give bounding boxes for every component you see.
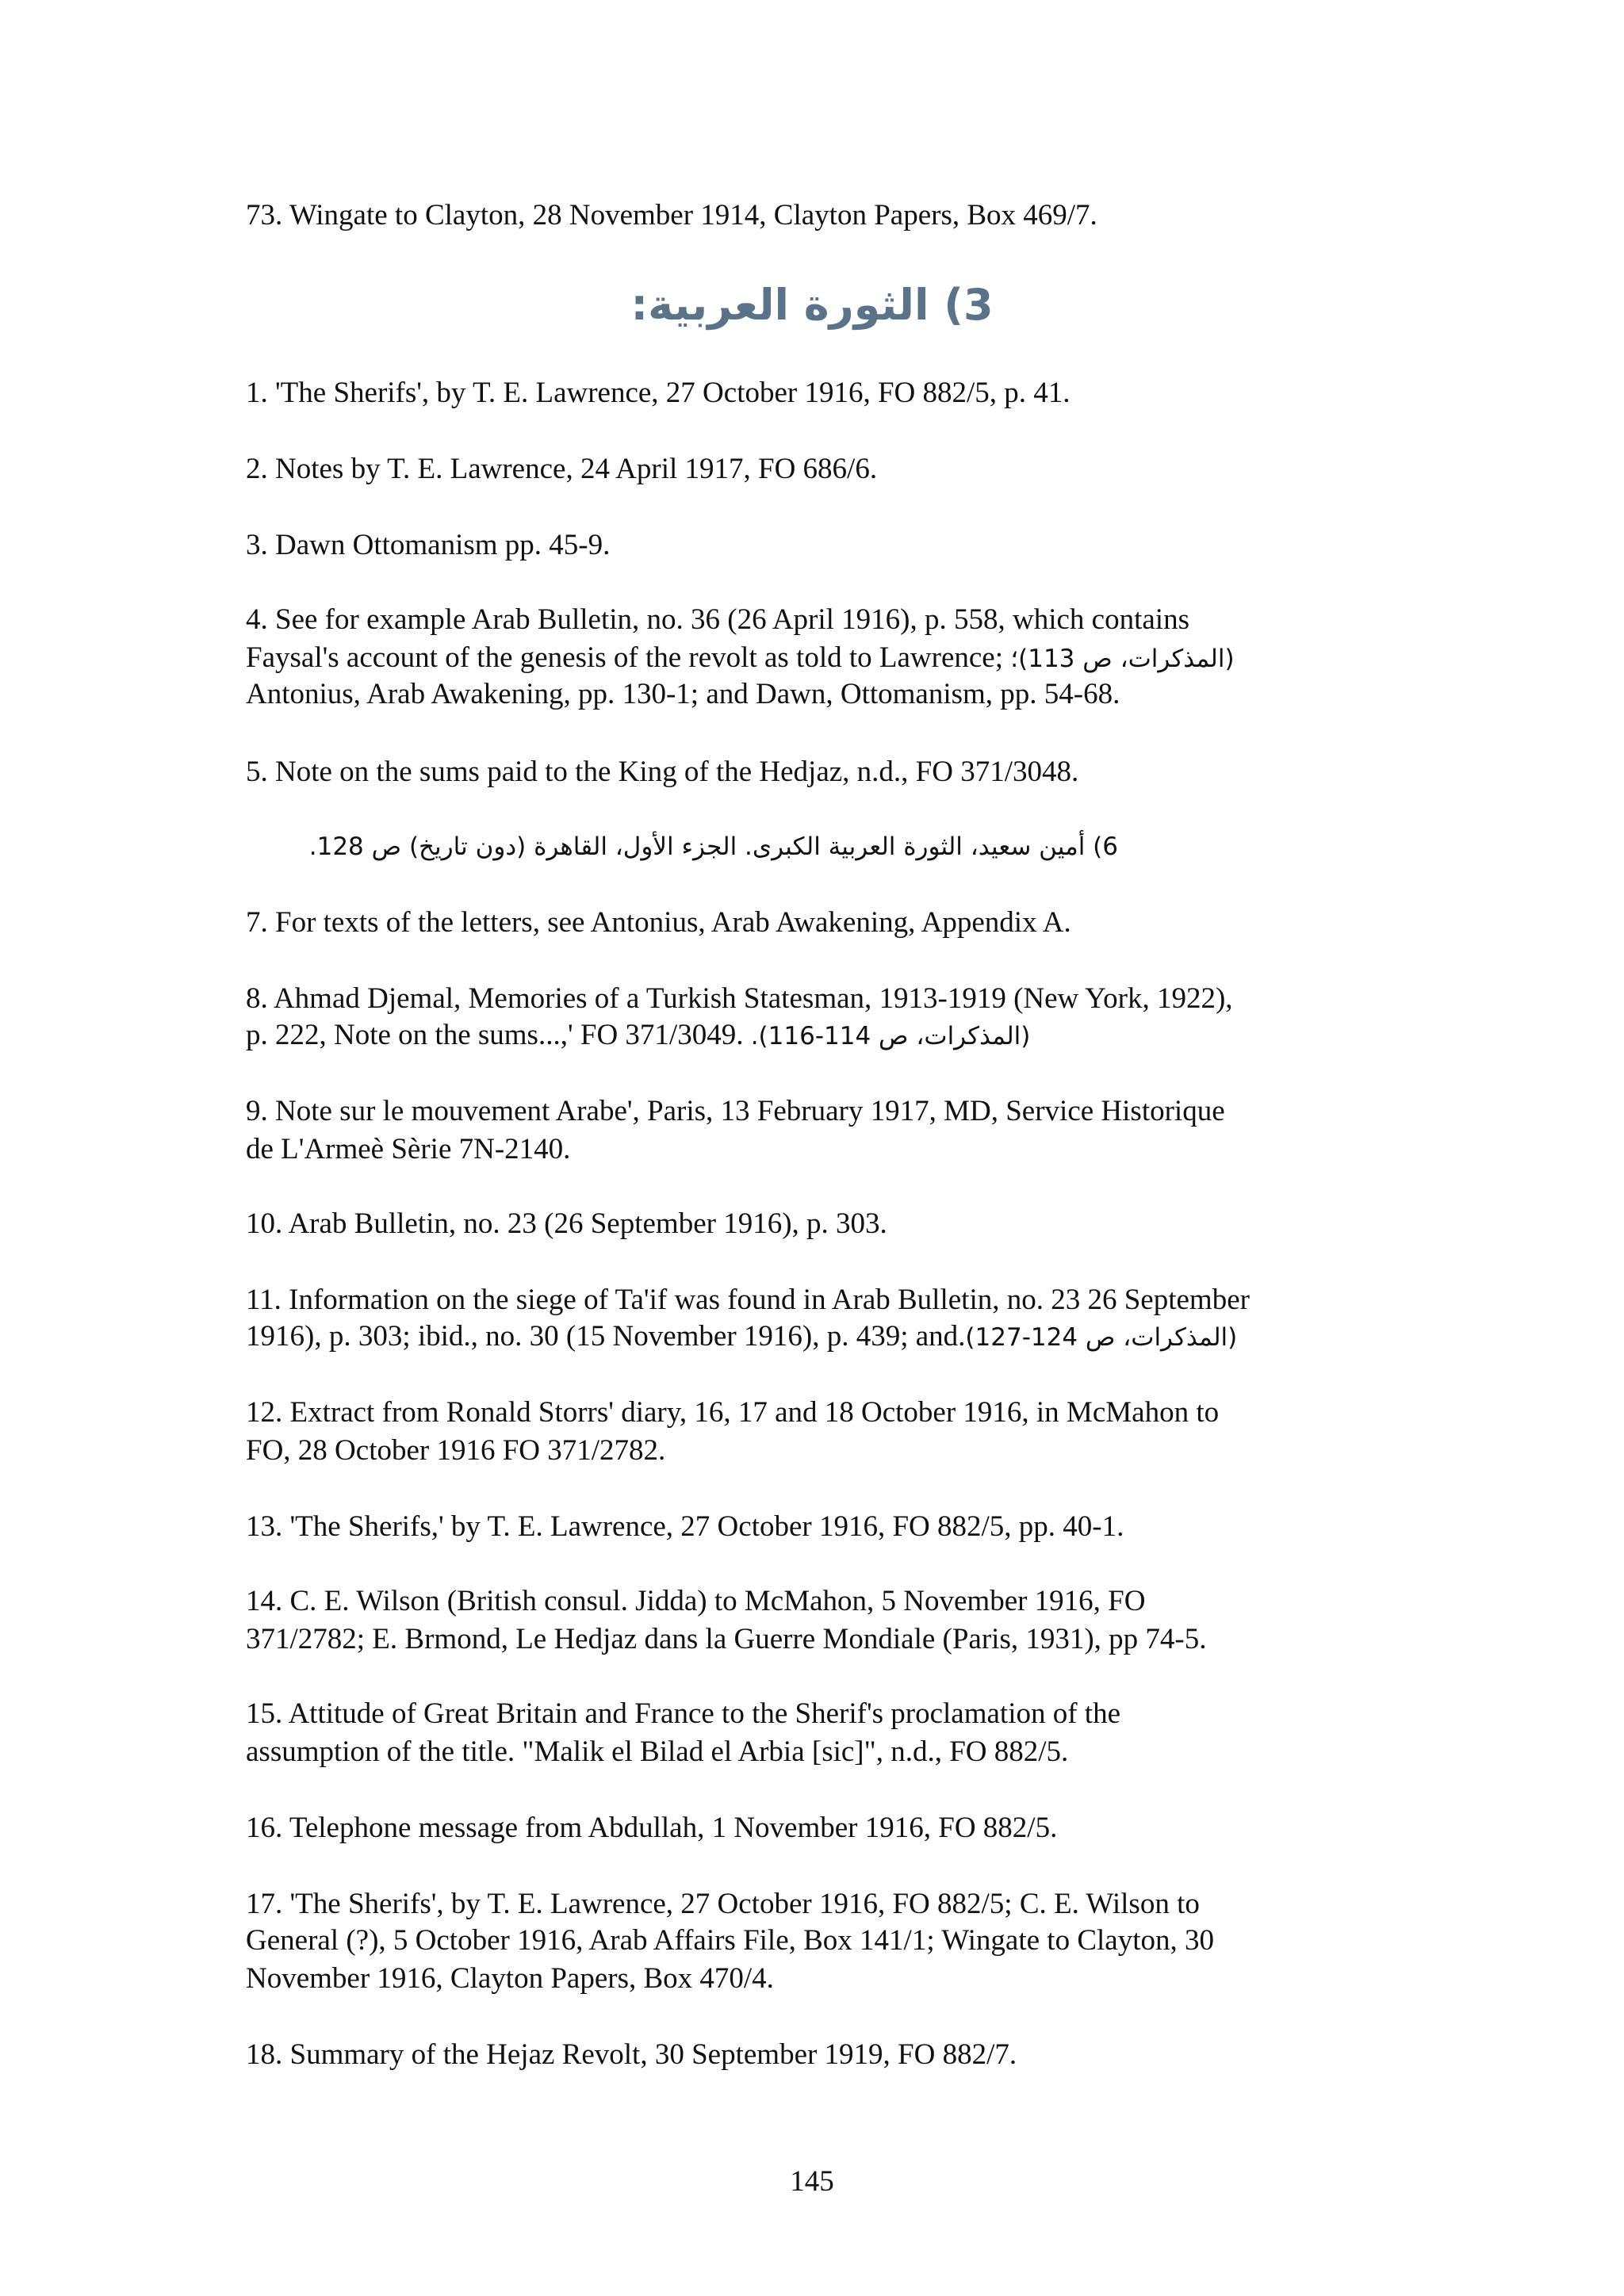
note-15-line-1: 15. Attitude of Great Britain and France to the Sherif's proclamation of the [246,1697,1121,1730]
note-4-line-2-text: Faysal's account of the genesis of the revolt as told to Lawrence; [246,641,1004,674]
note-11-line-2 [246,1318,1388,1357]
note-5: 5. Note on the sums paid to the King of the Hedjaz, n.d., FO 371/3048. [246,756,1079,788]
note-1: 1. 'The Sherifs', by T. E. Lawrence, 27 October 1916, FO 882/5, p. 41. [246,377,1071,409]
note-11-line-2-text: 1916), p. 303; ibid., no. 30 (15 November 1916), p. 439; and. [246,1320,966,1353]
section-heading: 3) الثورة العربية: [630,280,994,330]
note-4-line-3: Antonius, Arab Awakening, pp. 130-1; and Dawn, Ottomanism, pp. 54-68. [246,678,1120,710]
note-7: 7. For texts of the letters, see Antonius, Arab Awakening, Appendix A. [246,906,1071,939]
note-73: 73. Wingate to Clayton, 28 November 1914, Clayton Papers, Box 469/7. [246,199,1097,232]
note-17-line-2: General (?), 5 October 1916, Arab Affairs File, Box 141/1; Wingate to Clayton, 30 [246,1924,1214,1957]
note-8-arabic-citation: (المذكرات، ص 114-116). [750,1022,1031,1050]
note-10: 10. Arab Bulletin, no. 23 (26 September 1916), p. 303. [246,1207,887,1240]
note-4-line-2 [246,639,1388,678]
note-8-line-2-text: p. 222, Note on the sums...,' FO 371/3049. [246,1019,751,1051]
note-8-line-1: 8. Ahmad Djemal, Memories of a Turkish Statesman, 1913-1919 (New York, 1922), [246,982,1233,1015]
note-2: 2. Notes by T. E. Lawrence, 24 April 1917, FO 686/6. [246,453,878,485]
note-4-line-1: 4. See for example Arab Bulletin, no. 36 (26 April 1916), p. 558, which contains [246,603,1189,636]
note-14-line-1: 14. C. E. Wilson (British consul. Jidda) to McMahon, 5 November 1916, FO [246,1585,1146,1617]
note-11-arabic-citation: (المذكرات، ص 124-127) [965,1323,1238,1352]
note-4-arabic-citation: (المذكرات، ص 113)؛ [1010,645,1235,673]
note-17-line-1: 17. 'The Sherifs', by T. E. Lawrence, 27 October 1916, FO 882/5; C. E. Wilson to [246,1888,1200,1920]
note-8-line-2 [246,1016,1388,1055]
note-17-line-3: November 1916, Clayton Papers, Box 470/4. [246,1962,774,1995]
note-14-line-2: 371/2782; E. Brmond, Le Hedjaz dans la Guerre Mondiale (Paris, 1931), pp 74-5. [246,1623,1207,1655]
note-12-line-2: FO, 28 October 1916 FO 371/2782. [246,1434,666,1467]
note-12-line-1: 12. Extract from Ronald Storrs' diary, 16, 17 and 18 October 1916, in McMahon to [246,1396,1220,1429]
note-9-line-1: 9. Note sur le mouvement Arabe', Paris, 13 February 1917, MD, Service Historique [246,1095,1225,1127]
note-16: 16. Telephone message from Abdullah, 1 November 1916, FO 882/5. [246,1812,1058,1844]
note-15-line-2: assumption of the title. "Malik el Bilad el Arbia [sic]", n.d., FO 882/5. [246,1735,1069,1768]
note-9-line-2: de L'Armeè Sèrie 7N-2140. [246,1133,571,1165]
note-13: 13. 'The Sherifs,' by T. E. Lawrence, 27 October 1916, FO 882/5, pp. 40-1. [246,1510,1124,1543]
note-6: 6) أمين سعيد، الثورة العربية الكبرى. الجزء الأول، القاهرة (دون تاريخ) ص 128. [308,832,1118,861]
note-3: 3. Dawn Ottomanism pp. 45-9. [246,529,611,561]
note-11-line-1: 11. Information on the siege of Ta'if was found in Arab Bulletin, no. 23 26 September [246,1284,1250,1316]
note-18: 18. Summary of the Hejaz Revolt, 30 September 1919, FO 882/7. [246,2038,1017,2071]
page-number: 145 [790,2165,834,2198]
